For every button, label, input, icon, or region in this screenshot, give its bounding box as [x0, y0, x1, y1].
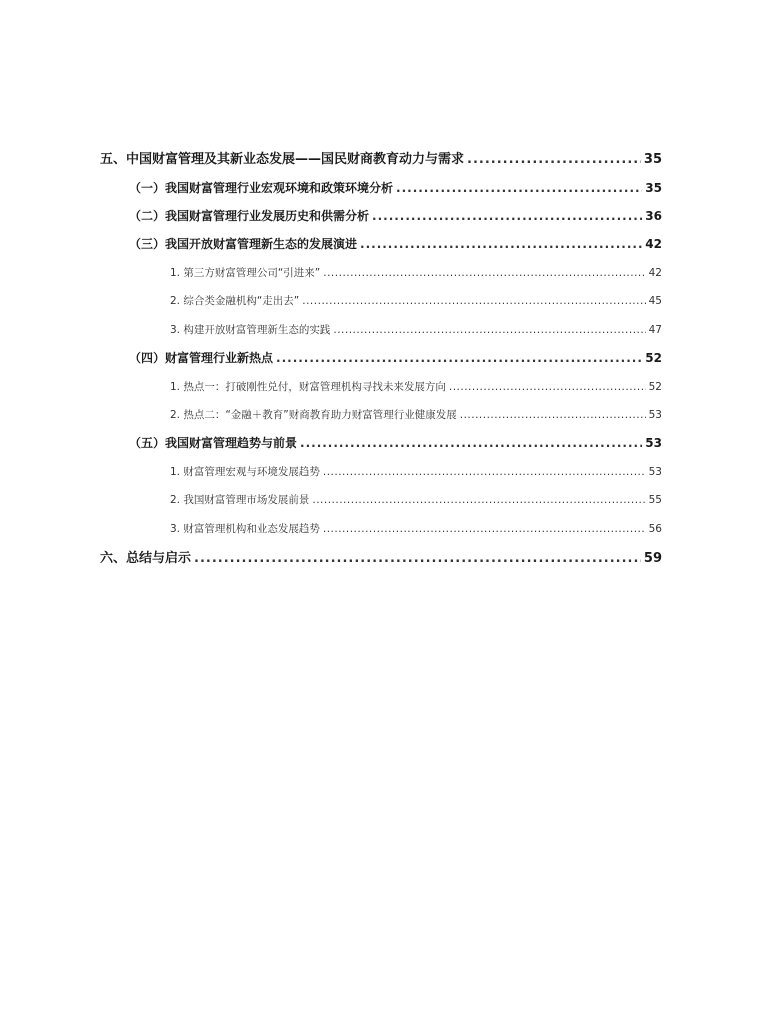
toc-entry-subsection-5-3-2[interactable] — [170, 291, 662, 311]
toc-dot-leader — [396, 178, 642, 198]
toc-dot-leader — [300, 433, 642, 453]
toc-entry-section-5-4[interactable] — [129, 348, 662, 368]
toc-dot-leader — [449, 377, 646, 397]
toc-entry-subsection-5-5-1[interactable] — [170, 462, 662, 482]
toc-dot-leader — [372, 206, 642, 226]
toc-entry-section-5-1[interactable] — [129, 178, 662, 198]
toc-entry-page: 56 — [648, 523, 662, 535]
toc-entry-page: 47 — [648, 324, 662, 336]
toc-dot-leader — [302, 291, 645, 311]
toc-entry-page: 42 — [648, 267, 662, 279]
toc-entry-page: 45 — [648, 295, 662, 307]
toc-entry-page: 53 — [645, 436, 662, 450]
toc-dot-leader — [312, 490, 645, 510]
toc-entry-title: 1. 第三方财富管理公司“引进来” — [170, 267, 321, 279]
toc-entry-subsection-5-5-3[interactable] — [170, 519, 662, 539]
toc-entry-subsection-5-3-3[interactable] — [170, 320, 662, 340]
toc-entry-title: 六、总结与启示 — [100, 551, 192, 566]
toc-entry-title: 2. 我国财富管理市场发展前景 — [170, 494, 310, 506]
toc-entry-section-5-3[interactable] — [129, 234, 662, 254]
toc-entry-title: （五）我国财富管理趋势与前景 — [129, 436, 298, 450]
toc-dot-leader — [323, 263, 645, 283]
toc-entry-subsection-5-4-1[interactable] — [170, 377, 662, 397]
toc-dot-leader — [194, 549, 641, 569]
toc-entry-page: 55 — [648, 494, 662, 506]
toc-entry-title: （四）财富管理行业新热点 — [129, 351, 274, 365]
toc-entry-title: （一）我国财富管理行业宏观环境和政策环境分析 — [129, 181, 394, 195]
toc-entry-title: 3. 财富管理机构和业态发展趋势 — [170, 523, 320, 535]
toc-entry-page: 53 — [648, 409, 662, 421]
toc-entry-title: 五、中国财富管理及其新业态发展——国民财商教育动力与需求 — [100, 152, 465, 167]
toc-entry-page: 52 — [648, 381, 662, 393]
toc-entry-page: 42 — [645, 237, 662, 251]
toc-entry-page: 35 — [645, 181, 662, 195]
toc-entry-page: 59 — [643, 551, 662, 566]
toc-entry-section-5-2[interactable] — [129, 206, 662, 226]
toc-dot-leader — [323, 519, 646, 539]
toc-dot-leader — [360, 234, 642, 254]
toc-entry-subsection-5-5-2[interactable] — [170, 490, 662, 510]
toc-dot-leader — [276, 348, 642, 368]
toc-entry-title: （三）我国开放财富管理新生态的发展演进 — [129, 237, 358, 251]
toc-entry-title: 1. 热点一：打破刚性兑付，财富管理机构寻找未来发展方向 — [170, 381, 446, 393]
toc-entry-title: （二）我国财富管理行业发展历史和供需分析 — [129, 209, 370, 223]
toc-entry-title: 2. 综合类金融机构“走出去” — [170, 295, 300, 307]
toc-entry-page: 52 — [645, 351, 662, 365]
toc-entry-title: 1. 财富管理宏观与环境发展趋势 — [170, 466, 320, 478]
toc-entry-chapter-5[interactable] — [100, 150, 662, 170]
toc-entry-subsection-5-3-1[interactable] — [170, 263, 662, 283]
toc-entry-title: 2. 热点二：“金融＋教育”财商教育助力财富管理行业健康发展 — [170, 409, 457, 421]
toc-dot-leader — [460, 405, 646, 425]
toc-dot-leader — [323, 462, 646, 482]
toc-entry-section-5-5[interactable] — [129, 433, 662, 453]
toc-entry-title: 3. 构建开放财富管理新生态的实践 — [170, 324, 331, 336]
toc-entry-page: 53 — [648, 466, 662, 478]
toc-entry-page: 35 — [643, 152, 662, 167]
toc-entry-page: 36 — [645, 209, 662, 223]
toc-dot-leader — [467, 150, 641, 170]
toc-entry-chapter-6[interactable] — [100, 549, 662, 569]
toc-entry-subsection-5-4-2[interactable] — [170, 405, 662, 425]
toc-dot-leader — [333, 320, 645, 340]
